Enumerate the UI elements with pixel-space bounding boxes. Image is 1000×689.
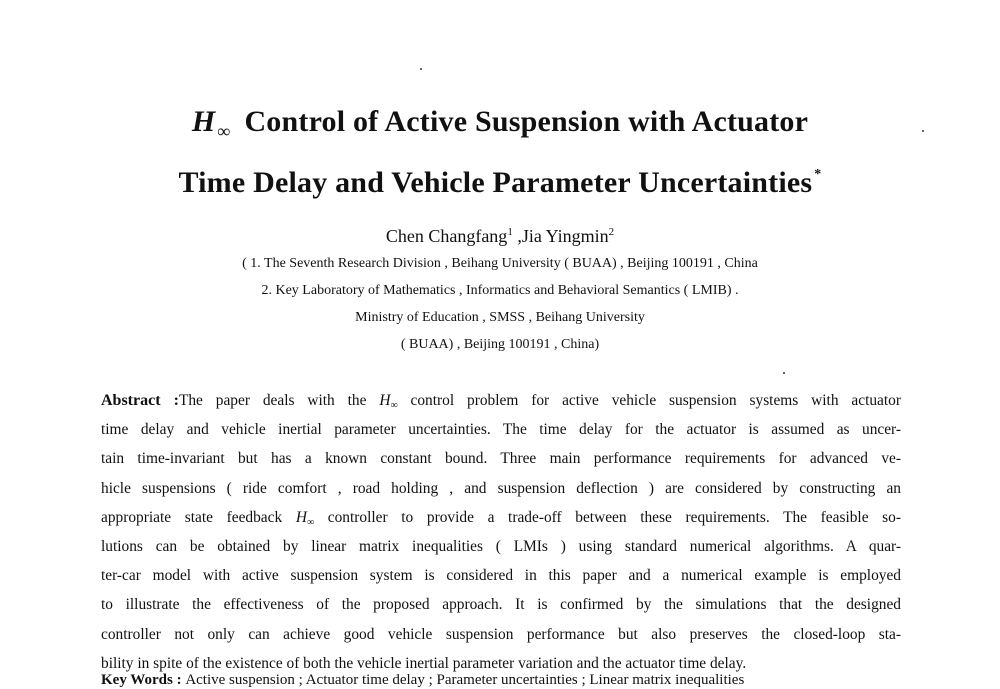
scan-speck [783,372,785,374]
affiliation-line: 2. Key Laboratory of Mathematics , Informatics and Behavioral Semantics ( LMIB) . [261,283,739,298]
paper-title [0,100,1000,205]
h-infinity-symbol: $H_\infty$ [379,392,398,411]
scan-speck [420,68,422,70]
abstract-line: Abstract :The paper deals with the $H_\infty$ control problem for active vehicle suspension systems with actuator [101,392,901,411]
author-list: Chen Changfang$^1$ ,Jia Yingmin$^2$ [385,226,615,246]
h-infinity-symbol: $H_\infty$ [295,508,315,528]
title-line-1: H $_\infty$ Control of Active Suspension with Actuator [191,105,809,141]
abstract [101,386,901,678]
abstract-label: Abstract : [101,392,179,409]
author-1: Chen Changfang [385,226,508,246]
affiliation-line: Ministry of Education , SMSS , Beihang University [355,310,645,325]
abstract-line: hicle suspensions ( ride comfort , road holding , and suspension deflection ) are considered by constructing an [101,479,901,497]
abstract-line: bility in spite of the existence of both the vehicle inertial parameter variation and the actuator time delay. [101,654,747,672]
affiliations [0,250,1000,358]
abstract-line: lutions can be obtained by linear matrix inequalities ( LMIs ) using standard numerical algorithms. A quar- [101,537,901,555]
abstract-line: to illustrate the effectiveness of the proposed approach. It is confirmed by the simulations that the designed [101,596,901,614]
abstract-line: controller not only can achieve good vehicle suspension performance but also preserves the closed-loop sta- [101,625,901,643]
affiliation-line: ( 1. The Seventh Research Division , Beihang University ( BUAA) , Beijing 100191 , China [242,256,758,271]
title-line-2: Time Delay and Vehicle Parameter Uncertainties * [178,166,822,199]
abstract-line: time delay and vehicle inertial parameter uncertainties. The time delay for the actuator is assumed as uncer- [101,421,901,439]
abstract-line: ter-car model with active suspension system is considered in this paper and a numerical example is employed [101,567,901,585]
abstract-line: tain time-invariant but has a known constant bound. Three main performance requirements for advanced ve- [101,450,901,468]
keywords-text: Active suspension ; Actuator time delay ; Parameter uncertainties ; Linear matrix inequalities [185,672,745,688]
author-2: Jia Yingmin [521,226,609,246]
abstract-line: appropriate state feedback $H_\infty$ controller to provide a trade-off between these requirements. The feasible so- [101,508,901,528]
h-infinity-symbol: H $_\infty$ [191,105,231,141]
title-footnote-mark: * [814,167,822,182]
affiliation-line: ( BUAA) , Beijing 100191 , China) [400,337,600,352]
keywords-label: Key Words : [101,672,182,688]
keywords-line [101,672,744,689]
